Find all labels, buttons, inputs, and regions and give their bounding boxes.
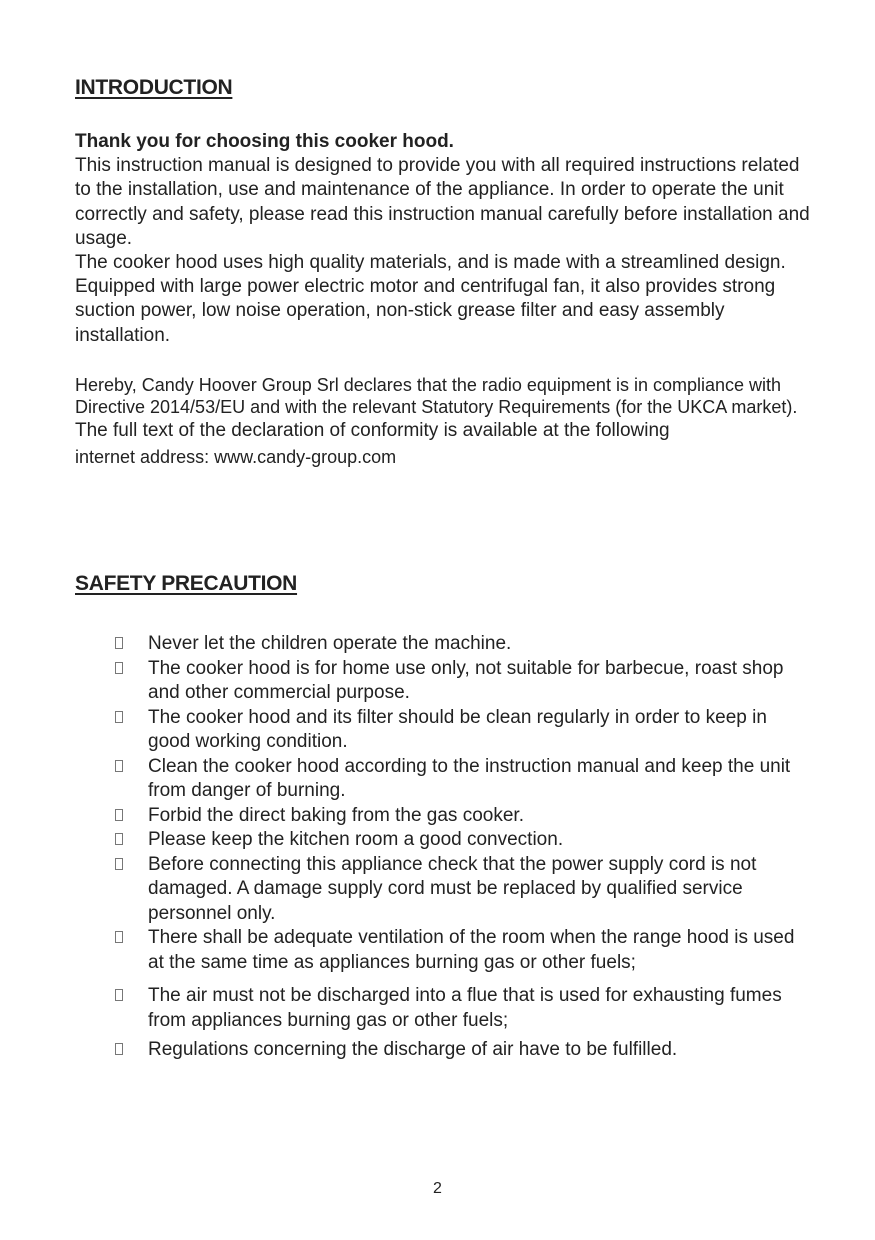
bullet-box-icon [115, 637, 123, 649]
declaration-fulltext: The full text of the declaration of conformity is available at the following [75, 420, 670, 441]
introduction-heading: INTRODUCTION [75, 76, 233, 99]
safety-item-text: The cooker hood and its filter should be clean regularly in order to keep in good working condition. [148, 706, 767, 752]
safety-item-text: The air must not be discharged into a flue that is used for exhausting fumes from appliances burning gas or other fuels; [148, 985, 782, 1031]
bullet-box-icon [115, 711, 123, 723]
intro-paragraph-1: This instruction manual is designed to provide you with all required instructions related to the installation, use and maintenance of the appliance. In order to operate the unit correctly and safety, please read this instruction manual carefully before installation and usage. [75, 155, 810, 249]
list-item [0, 1038, 803, 1063]
list-item [0, 657, 803, 706]
safety-item-text: There shall be adequate ventilation of the room when the range hood is used at the same time as appliances burning gas or other fuels; [148, 927, 795, 973]
safety-item-text: The cooker hood is for home use only, not suitable for barbecue, roast shop and other commercial purpose. [148, 657, 784, 703]
declaration-of-conformity [75, 374, 815, 468]
bullet-box-icon [115, 858, 123, 870]
list-item [0, 853, 803, 927]
safety-list [0, 632, 875, 1063]
safety-heading: SAFETY PRECAUTION [75, 572, 298, 595]
safety-item-text: Forbid the direct baking from the gas cooker. [148, 804, 524, 826]
intro-paragraph-2: The cooker hood uses high quality materials, and is made with a streamlined design. Equipped with large power electric motor and centrifugal fan, it also provides strong suction power, low noise operation, non-stick grease filter and easy assembly installation. [75, 252, 786, 346]
list-item [0, 706, 803, 755]
safety-item-text: Before connecting this appliance check that the power supply cord is not damaged. A damage supply cord must be replaced by qualified service personnel only. [148, 853, 757, 924]
list-item [0, 632, 803, 657]
bullet-box-icon [115, 809, 123, 821]
bullet-box-icon [115, 833, 123, 845]
page-number: 2 [433, 1180, 442, 1197]
list-item [0, 828, 803, 853]
intro-lead: Thank you for choosing this cooker hood. [75, 131, 454, 152]
introduction-section [75, 130, 815, 348]
bullet-box-icon [115, 1043, 123, 1055]
safety-item-text: Please keep the kitchen room a good convection. [148, 829, 564, 850]
list-item [0, 926, 803, 975]
list-item [0, 804, 803, 829]
safety-item-text: Never let the children operate the machine. [148, 633, 512, 654]
declaration-address: internet address: www.candy-group.com [75, 447, 397, 467]
list-item [0, 755, 803, 804]
bullet-box-icon [115, 931, 123, 943]
safety-item-text: Clean the cooker hood according to the instruction manual and keep the unit from danger of burning. [148, 755, 791, 801]
bullet-box-icon [115, 662, 123, 674]
declaration-statement: Hereby, Candy Hoover Group Srl declares that the radio equipment is in compliance with Directive 2014/53/EU and with the relevant Statutory Requirements (for the UKCA market). [75, 375, 798, 417]
safety-item-text: Regulations concerning the discharge of air have to be fulfilled. [148, 1039, 678, 1060]
bullet-box-icon [115, 760, 123, 772]
list-item [0, 984, 803, 1033]
bullet-box-icon [115, 989, 123, 1001]
